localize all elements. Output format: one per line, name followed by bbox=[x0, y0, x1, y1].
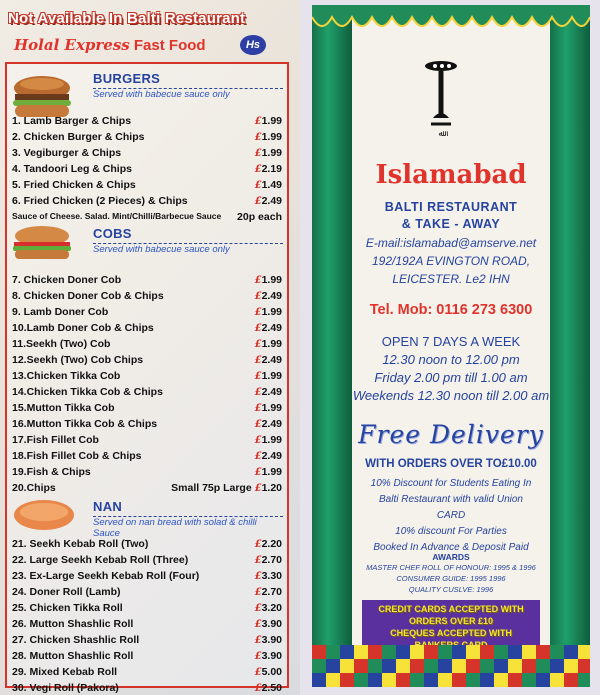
checker-tile bbox=[536, 659, 550, 673]
menu-item-price bbox=[255, 602, 282, 614]
menu-item-price-value: 1.49 bbox=[261, 179, 282, 191]
cobs-list bbox=[10, 272, 286, 496]
checker-tile bbox=[424, 673, 438, 687]
checker-tile bbox=[550, 645, 564, 659]
menu-item-price bbox=[255, 179, 282, 191]
menu-item-price bbox=[255, 570, 282, 582]
restaurant-name: Islamabad bbox=[375, 160, 527, 190]
currency-symbol: £ bbox=[254, 307, 262, 318]
menu-item-price-value: 3.90 bbox=[261, 618, 282, 630]
discounts-line: 10% Discount for Students Eating In bbox=[370, 478, 532, 489]
menu-item-price-value: 2.49 bbox=[261, 386, 282, 398]
restaurant-logo-icon bbox=[421, 58, 461, 138]
checker-border bbox=[312, 645, 590, 687]
menu-item-name: 28. Mutton Shashlic Roll bbox=[12, 650, 134, 662]
checker-tile bbox=[354, 659, 368, 673]
checker-tile bbox=[368, 645, 382, 659]
menu-item-price bbox=[255, 634, 282, 646]
menu-item-price bbox=[255, 354, 282, 366]
currency-symbol: £ bbox=[254, 180, 262, 191]
menu-item-name: 20.Chips bbox=[12, 482, 56, 494]
checker-tile bbox=[452, 659, 466, 673]
menu-item-price bbox=[255, 538, 282, 550]
checker-tile bbox=[494, 645, 508, 659]
checker-tile bbox=[312, 673, 326, 687]
currency-symbol: £ bbox=[254, 539, 262, 550]
discounts-line: Balti Restaurant with valid Union bbox=[379, 494, 523, 505]
menu-item-price bbox=[255, 386, 282, 398]
not-available-heading: Not Available In Balti Restaurant bbox=[8, 10, 246, 27]
menu-item-name: 17.Fish Fillet Cob bbox=[12, 434, 99, 446]
hours-line: 12.30 noon to 12.00 pm bbox=[382, 352, 520, 367]
menu-item-price-value: 3.90 bbox=[261, 650, 282, 662]
menu-item-name: 21. Seekh Kebab Roll (Two) bbox=[12, 538, 149, 550]
currency-symbol: £ bbox=[254, 683, 262, 694]
cobs-subtitle: Served with babecue sauce only bbox=[93, 244, 230, 255]
address-line-2: LEICESTER. Le2 IHN bbox=[392, 272, 510, 286]
menu-item-name: 8. Chicken Doner Cob & Chips bbox=[12, 290, 164, 302]
menu-item-row bbox=[10, 536, 286, 552]
menu-item-price-value: 1.99 bbox=[261, 131, 282, 143]
checker-tile bbox=[410, 659, 424, 673]
menu-item-price-value: 2.49 bbox=[261, 450, 282, 462]
checker-tile bbox=[326, 659, 340, 673]
currency-symbol: £ bbox=[254, 619, 262, 630]
checker-tile bbox=[382, 673, 396, 687]
menu-item-price bbox=[255, 274, 282, 286]
currency-symbol: £ bbox=[254, 571, 262, 582]
menu-item-name: 13.Chicken Tikka Cob bbox=[12, 370, 121, 382]
menu-item-price-value: 1.99 bbox=[261, 434, 282, 446]
hours-line: Weekends 12.30 noon till 2.00 am bbox=[352, 388, 550, 403]
email: E-mail:islamabad@amserve.net bbox=[365, 236, 537, 250]
svg-text:ﷲ: ﷲ bbox=[438, 129, 444, 138]
nan-subtitle: Served on nan bread with solad & chilli Sauce bbox=[93, 517, 257, 539]
checker-tile bbox=[578, 645, 590, 659]
menu-item-name: 6. Fried Chicken (2 Pieces) & Chips bbox=[12, 195, 188, 207]
menu-item-price-value: 2.49 bbox=[261, 195, 282, 207]
checker-tile bbox=[424, 659, 438, 673]
menu-item-name: 3. Vegiburger & Chips bbox=[12, 147, 122, 159]
menu-item-price bbox=[255, 163, 282, 175]
menu-item-row bbox=[10, 448, 286, 464]
menu-item-name: 2. Chicken Burger & Chips bbox=[12, 131, 145, 143]
checker-tile bbox=[536, 645, 550, 659]
menu-item-name: 12.Seekh (Two) Cob Chips bbox=[12, 354, 144, 366]
currency-symbol: £ bbox=[254, 651, 262, 662]
checker-tile bbox=[410, 673, 424, 687]
burgers-subtitle: Served with babecue sauce only bbox=[93, 89, 230, 100]
menu-item-name: 26. Mutton Shashlic Roll bbox=[12, 618, 134, 630]
checker-tile bbox=[564, 659, 578, 673]
currency-symbol: £ bbox=[254, 667, 262, 678]
curtain-valance bbox=[312, 5, 590, 39]
menu-item-row bbox=[10, 552, 286, 568]
checker-tile bbox=[312, 645, 326, 659]
currency-symbol: £ bbox=[254, 387, 262, 398]
checker-tile bbox=[578, 659, 590, 673]
hs-logo: Hs bbox=[240, 35, 266, 55]
checker-tile bbox=[312, 659, 326, 673]
chips-sizes: Small 75p Large bbox=[171, 482, 255, 494]
minimum-order: WITH ORDERS OVER TO£10.00 bbox=[365, 458, 537, 470]
checker-tile bbox=[466, 645, 480, 659]
discounts-line: Booked In Advance & Deposit Paid bbox=[373, 542, 529, 553]
menu-item-name: 9. Lamb Doner Cob bbox=[12, 306, 109, 318]
menu-item-row bbox=[10, 177, 286, 193]
checker-tile bbox=[396, 645, 410, 659]
menu-item-name: 19.Fish & Chips bbox=[12, 466, 91, 478]
checker-tile bbox=[368, 673, 382, 687]
phone-number: Tel. Mob: 0116 273 6300 bbox=[369, 302, 533, 318]
menu-item-name: 7. Chicken Doner Cob bbox=[12, 274, 122, 286]
address-line-1: 192/192A EVINGTON ROAD, bbox=[371, 254, 531, 268]
menu-item-price-value: 1.99 bbox=[261, 115, 282, 127]
awards-title: AWARDS bbox=[432, 552, 470, 562]
menu-item-price bbox=[255, 466, 282, 478]
subtitle-balti: BALTI RESTAURANT bbox=[384, 200, 518, 214]
menu-item-row bbox=[10, 464, 286, 480]
currency-symbol: £ bbox=[254, 371, 262, 382]
checker-tile bbox=[480, 673, 494, 687]
menu-item-row bbox=[10, 161, 286, 177]
checker-tile bbox=[536, 673, 550, 687]
cob-icon bbox=[11, 224, 73, 262]
currency-symbol: £ bbox=[254, 355, 262, 366]
menu-item-row bbox=[10, 680, 286, 695]
checker-tile bbox=[452, 673, 466, 687]
menu-item-price-value: 1.99 bbox=[261, 402, 282, 414]
checker-tile bbox=[424, 645, 438, 659]
menu-item-name: 27. Chicken Shashlic Roll bbox=[12, 634, 140, 646]
checker-tile bbox=[326, 673, 340, 687]
menu-item-price bbox=[255, 666, 282, 678]
menu-item-row bbox=[10, 400, 286, 416]
menu-item-price-value: 1.99 bbox=[261, 306, 282, 318]
menu-item-price-value: 2.50 bbox=[261, 682, 282, 694]
discounts-line: CARD bbox=[436, 510, 466, 521]
checker-tile bbox=[354, 645, 368, 659]
currency-symbol: £ bbox=[254, 603, 262, 614]
menu-item-row bbox=[10, 336, 286, 352]
menu-item-name: 22. Large Seekh Kebab Roll (Three) bbox=[12, 554, 189, 566]
menu-item-name: 14.Chicken Tikka Cob & Chips bbox=[12, 386, 163, 398]
checker-tile bbox=[340, 673, 354, 687]
chips-prices bbox=[171, 482, 282, 494]
currency-symbol: £ bbox=[254, 164, 262, 175]
checker-tile bbox=[368, 659, 382, 673]
menu-item-name: 15.Mutton Tikka Cob bbox=[12, 402, 115, 414]
nan-header bbox=[93, 498, 283, 539]
checker-tile bbox=[508, 645, 522, 659]
awards-line: QUALITY CUSLVE: 1996 bbox=[408, 585, 494, 594]
menu-item-price-value: 5.00 bbox=[261, 666, 282, 678]
menu-item-price-value: 1.99 bbox=[261, 338, 282, 350]
menu-item-name: 10.Lamb Doner Cob & Chips bbox=[12, 322, 154, 334]
menu-item-row bbox=[10, 384, 286, 400]
menu-item-price-value: 3.90 bbox=[261, 634, 282, 646]
menu-item-price-value: 3.20 bbox=[261, 602, 282, 614]
menu-item-price bbox=[255, 306, 282, 318]
nan-list bbox=[10, 536, 286, 695]
checker-tile bbox=[354, 673, 368, 687]
chips-large-price: 1.20 bbox=[261, 482, 282, 494]
menu-item-price bbox=[255, 115, 282, 127]
currency-symbol: £ bbox=[254, 635, 262, 646]
brand-line bbox=[14, 36, 206, 54]
menu-item-row bbox=[10, 648, 286, 664]
menu-item-price bbox=[255, 450, 282, 462]
burgers-title: BURGERS bbox=[93, 71, 161, 86]
checker-tile bbox=[396, 659, 410, 673]
menu-item-price-value: 2.49 bbox=[261, 354, 282, 366]
awards-line: CONSUMER GUIDE: 1995 1996 bbox=[396, 574, 506, 583]
checker-tile bbox=[480, 659, 494, 673]
cobs-header bbox=[93, 225, 283, 255]
menu-item-row bbox=[10, 584, 286, 600]
currency-symbol: £ bbox=[254, 451, 262, 462]
menu-item-row bbox=[10, 129, 286, 145]
credit-line: ORDERS OVER £10 bbox=[408, 616, 494, 626]
menu-item-row bbox=[10, 664, 286, 680]
currency-symbol: £ bbox=[254, 196, 262, 207]
menu-item-row bbox=[10, 288, 286, 304]
currency-symbol: £ bbox=[254, 339, 262, 350]
currency-symbol: £ bbox=[254, 291, 262, 302]
subtitle-takeaway: & TAKE - AWAY bbox=[401, 217, 501, 231]
menu-item-price-value: 1.99 bbox=[261, 147, 282, 159]
menu-item-price-value: 2.70 bbox=[261, 586, 282, 598]
menu-item-row bbox=[10, 193, 286, 209]
menu-item-row bbox=[10, 320, 286, 336]
menu-item-price-value: 2.19 bbox=[261, 163, 282, 175]
checker-tile bbox=[438, 645, 452, 659]
menu-item-price bbox=[255, 322, 282, 334]
checker-tile bbox=[564, 673, 578, 687]
nan-icon bbox=[11, 496, 77, 534]
credit-line: CHEQUES ACCEPTED WITH bbox=[390, 628, 512, 638]
checker-tile bbox=[466, 673, 480, 687]
brand-name: Holal Express bbox=[14, 36, 130, 54]
menu-item-row bbox=[10, 632, 286, 648]
checker-tile bbox=[522, 659, 536, 673]
menu-item-row bbox=[10, 272, 286, 288]
menu-item-price-value: 1.99 bbox=[261, 466, 282, 478]
menu-item-row bbox=[10, 600, 286, 616]
checker-tile bbox=[452, 645, 466, 659]
checker-tile bbox=[480, 645, 494, 659]
nan-title: NAN bbox=[93, 499, 123, 514]
menu-item-price bbox=[255, 650, 282, 662]
menu-item-name: 1. Lamb Barger & Chips bbox=[12, 115, 132, 127]
brand-tagline: Fast Food bbox=[133, 37, 206, 54]
checker-tile bbox=[508, 673, 522, 687]
currency-symbol: £ bbox=[254, 467, 262, 478]
menu-item-price bbox=[255, 434, 282, 446]
credit-line: CREDIT CARDS ACCEPTED WITH bbox=[378, 604, 524, 614]
checker-tile bbox=[438, 673, 452, 687]
currency-symbol: £ bbox=[254, 148, 262, 159]
menu-item-price-value: 3.30 bbox=[261, 570, 282, 582]
menu-item-price bbox=[255, 618, 282, 630]
checker-tile bbox=[340, 645, 354, 659]
sauce-price: 20p each bbox=[237, 211, 282, 223]
menu-item-price-value: 2.49 bbox=[261, 290, 282, 302]
checker-tile bbox=[340, 659, 354, 673]
menu-item-row bbox=[10, 113, 286, 129]
menu-item-name: 5. Fried Chicken & Chips bbox=[12, 179, 136, 191]
menu-item-name: 23. Ex-Large Seekh Kebab Roll (Four) bbox=[12, 570, 200, 582]
checker-tile bbox=[326, 645, 340, 659]
menu-item-price-value: 1.99 bbox=[261, 274, 282, 286]
hours-line: Friday 2.00 pm till 1.00 am bbox=[374, 370, 528, 385]
menu-item-price bbox=[255, 370, 282, 382]
burgers-list bbox=[10, 113, 286, 225]
currency-symbol: £ bbox=[254, 132, 262, 143]
menu-item-price bbox=[255, 682, 282, 694]
checker-tile bbox=[550, 673, 564, 687]
currency-symbol: £ bbox=[254, 555, 262, 566]
menu-item-price bbox=[255, 402, 282, 414]
menu-item-row bbox=[10, 480, 286, 496]
sauce-note-row bbox=[10, 209, 286, 225]
checker-tile bbox=[494, 673, 508, 687]
menu-item-price-value: 2.49 bbox=[261, 418, 282, 430]
menu-item-row bbox=[10, 368, 286, 384]
menu-item-row bbox=[10, 145, 286, 161]
currency-symbol: £ bbox=[254, 419, 262, 430]
menu-item-name: 16.Mutton Tikka Cob & Chips bbox=[12, 418, 158, 430]
currency-symbol: £ bbox=[254, 587, 262, 598]
menu-item-price bbox=[255, 586, 282, 598]
cobs-title: COBS bbox=[93, 226, 132, 241]
menu-item-name: 18.Fish Fillet Cob & Chips bbox=[12, 450, 142, 462]
menu-item-price-value: 2.49 bbox=[261, 322, 282, 334]
checker-tile bbox=[466, 659, 480, 673]
checker-tile bbox=[564, 645, 578, 659]
checker-tile bbox=[578, 673, 590, 687]
currency-symbol: £ bbox=[254, 116, 262, 127]
awards-line: MASTER CHEF ROLL OF HONOUR: 1995 & 1996 bbox=[366, 563, 536, 572]
checker-tile bbox=[522, 673, 536, 687]
menu-box bbox=[5, 62, 289, 694]
menu-item-name: 30. Vegi Roll (Pakora) bbox=[12, 682, 119, 694]
menu-item-price bbox=[255, 418, 282, 430]
menu-item-row bbox=[10, 568, 286, 584]
sauce-note: Sauce of Cheese. Salad. Mint/Chilli/Barbecue Sauce bbox=[12, 211, 222, 221]
menu-item-price-value: 1.99 bbox=[261, 370, 282, 382]
checker-tile bbox=[382, 645, 396, 659]
menu-item-name: 24. Doner Roll (Lamb) bbox=[12, 586, 121, 598]
menu-item-price bbox=[255, 338, 282, 350]
currency-symbol: £ bbox=[254, 403, 262, 414]
checker-tile bbox=[494, 659, 508, 673]
currency-symbol: £ bbox=[254, 275, 262, 286]
currency-symbol: £ bbox=[254, 435, 262, 446]
menu-item-price-value: 2.20 bbox=[261, 538, 282, 550]
discounts-line: 10% discount For Parties bbox=[395, 526, 507, 537]
menu-item-row bbox=[10, 352, 286, 368]
burgers-header bbox=[93, 70, 283, 100]
checker-tile bbox=[522, 645, 536, 659]
free-delivery-heading: Free Delivery bbox=[358, 420, 544, 449]
restaurant-panel bbox=[300, 0, 600, 695]
menu-item-price bbox=[255, 147, 282, 159]
menu-item-price bbox=[255, 290, 282, 302]
currency-symbol: £ bbox=[254, 323, 262, 334]
checker-tile bbox=[438, 659, 452, 673]
menu-item-name: 29. Mixed Kebab Roll bbox=[12, 666, 118, 678]
menu-item-price-value: 2.70 bbox=[261, 554, 282, 566]
menu-item-row bbox=[10, 304, 286, 320]
menu-item-row bbox=[10, 432, 286, 448]
currency-symbol: £ bbox=[254, 483, 262, 494]
checker-tile bbox=[508, 659, 522, 673]
menu-item-price bbox=[255, 554, 282, 566]
checker-tile bbox=[410, 645, 424, 659]
menu-item-row bbox=[10, 416, 286, 432]
menu-item-row bbox=[10, 616, 286, 632]
checker-tile bbox=[550, 659, 564, 673]
menu-item-price bbox=[255, 131, 282, 143]
checker-tile bbox=[396, 673, 410, 687]
menu-item-name: 4. Tandoori Leg & Chips bbox=[12, 163, 132, 175]
menu-item-name: 25. Chicken Tikka Roll bbox=[12, 602, 123, 614]
menu-item-price bbox=[255, 195, 282, 207]
hours-line: OPEN 7 DAYS A WEEK bbox=[381, 334, 521, 349]
checker-tile bbox=[382, 659, 396, 673]
menu-item-name: 11.Seekh (Two) Cob bbox=[12, 338, 111, 350]
